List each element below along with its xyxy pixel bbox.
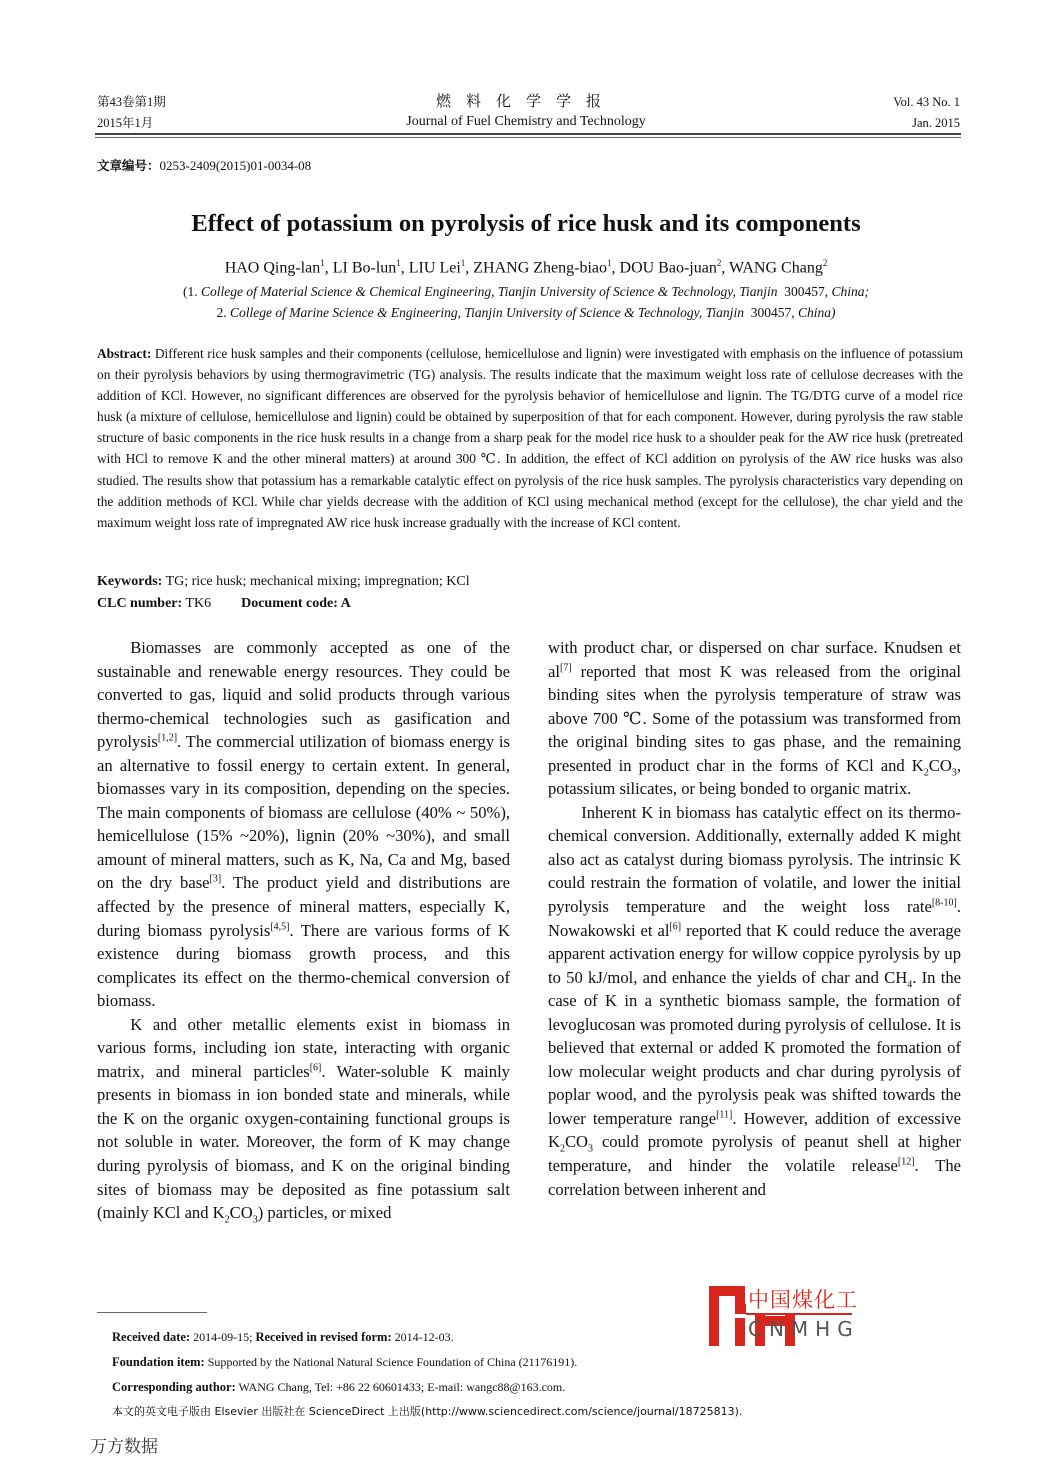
citation-link[interactable]: [3] [209,873,222,885]
text-run: . The commercial utilization of biomass energy is an alternative to fossil energy to certain extent. In general, biomasses vary in its composition, depending on the species. The main components of biomass are cellulose (40% ~ 50%), hemicellulose (15% ~20%), lignin (20% ~30%), and small amount of mineral matters, such as K, Na, Ca and Mg, based on the dry base [97,732,510,893]
citation-link[interactable]: [12] [897,1156,915,1168]
text-run: , potassium silicates, or being bonded to organic matrix. [548,755,961,799]
corresponding-value: WANG Chang, Tel: +86 22 60601433; E-mail: wangc88@163.com. [235,1380,566,1394]
affiliation-number: (1. [182,284,201,299]
subscript: 3 [252,1214,258,1226]
corresponding-label: Corresponding author: [112,1380,236,1394]
footnote-dates [112,1329,454,1345]
author-affil-mark: 1 [396,258,401,268]
citation-link[interactable]: [8-10] [931,897,957,909]
keywords-text: TG; rice husk; mechanical mixing; impregnation; KCl [162,574,470,589]
affiliation-1 [0,284,1052,300]
citation-link[interactable]: [4,5] [270,921,290,933]
text-run: . There are various forms of K existence during biomass growth process, and this complicates its effect on the thermo-chemical conversion of biomass. [97,920,510,1011]
body-column-left [97,636,510,1225]
document-code-value: A [337,596,351,611]
paragraph-k-forms-cont [548,636,961,801]
header-date-en: Jan. 2015 [912,116,960,130]
affiliation-2 [0,305,1052,321]
article-number [97,156,311,174]
received-value: 2014-09-15; [190,1330,256,1344]
revised-label: Received in revised form: [255,1330,392,1344]
subscript: 2 [224,1214,230,1226]
citation-link[interactable]: [11] [716,1109,733,1121]
footnote-elsevier: 本文的英文电子版由 Elsevier 出版社在 ScienceDirect 上出版(http://www.sciencedirect.com/science/journal/18725813). [112,1405,743,1418]
author-affil-mark: 1 [460,258,466,268]
header-rule-thin [95,137,961,138]
text-run: CO [564,1132,589,1152]
abstract-label: Abstract: [97,346,152,361]
classification [97,596,351,612]
text-run: . However, addition of excessive K [548,1108,961,1152]
foundation-label: Foundation item: [112,1355,205,1369]
watermark-text-en: CNMHG [748,1317,860,1341]
affiliation-country: China; [831,284,870,299]
text-run: with product char, or dispersed on char surface. Knudsen et al [548,638,961,681]
affiliation-country: China) [797,305,836,320]
header-volume-number: Vol. 43 No. 1 [893,95,960,109]
footnote-corresponding [112,1379,565,1395]
revised-value: 2014-12-03. [391,1330,454,1344]
clc-value: TK6 [182,596,212,611]
footnote-rule [97,1312,207,1313]
subscript: 4 [907,978,913,990]
text-run: reported that most K was released from the original binding sites when the pyrolysis temperature of straw was above 700 ℃. Some of the potassium was transformed from the original binding sites to gas phase, and the remaining presented in product char in the forms of KCl and K [548,661,961,775]
affiliation-zip: 300457, [784,284,832,299]
footnote-foundation [112,1354,577,1370]
text-run: . Nowakowski et al [548,897,961,940]
text-run: ) particles, or mixed [257,1203,392,1223]
journal-name-cn: 燃料化学学报 [435,92,616,110]
keywords [97,574,470,590]
author-list: HAO Qing-lan$^1$, LI Bo-lun$^1$, LIU Lei$^1$, ZHANG Zheng-biao$^1$, DOU Bao-juan$^2$, WANG Chang$^2$ [224,258,828,277]
text-run: K and other metallic elements exist in biomass in various forms, including ion state, interacting with organic matrix, and mineral particles [97,1014,510,1081]
document-code-label: Document code: [241,596,338,611]
paper-title: Effect of potassium on pyrolysis of rice husk and its components [191,210,861,237]
citation-link[interactable]: [7] [559,662,572,674]
author-affil-mark: 1 [320,258,325,268]
text-run: . The product yield and distributions are affected by the presence of mineral matters, especially K, during biomass pyrolysis [97,873,510,940]
author: LIU Lei [408,259,461,277]
author: HAO Qing-lan [224,259,321,277]
article-number-label: 文章编号： [97,158,160,173]
text-run: Biomasses are commonly accepted as one of the sustainable and renewable energy resources. They could be converted to gas, liquid and solid products through various thermo-chemical technologies such as gasification and pyrolysis [97,638,510,752]
text-run: . In the case of K in a synthetic biomass sample, the formation of levoglucosan was promoted during pyrolysis of cellulose. It is believed that external or added K promoted the formation of low molecular weight products and char during pyrolysis of poplar wood, and the pyrolysis peak was shifted towards the lower temperature range [548,967,961,1128]
author: WANG Chang [729,259,823,277]
paragraph-intro [97,636,510,1013]
abstract-text: Different rice husk samples and their components (cellulose, hemicellulose and lignin) were investigated with emphasis on the influence of potassium on their pyrolysis behaviors by using thermogravimetric (TG) analysis. The results indicate that the maximum weight loss rate of cellulose decreases with the addition of KCl. However, no significant differences are observed for the pyrolysis behavior of hemicellulose and lignin. The TG/DTG curve of a model rice husk (a mixture of cellulose, hemicellulose and lignin) could be obtained by superposition of that for each component. However, during pyrolysis the raw stable structure of basic components in the rice husk results in a change from a sharp peak for the model rice husk to a shoulder peak for the AW rice husk (pretreated with HCl to remove K and the other mineral matters) at around 300 ℃. In addition, the effect of KCl addition on pyrolysis of the AW rice husks was also studied. The results show that potassium has a remarkable catalytic effect on pyrolysis of the rice husk samples. The pyrolysis characteristics vary depending on the addition methods of KCl. While char yields decrease with the addition of KCl using mechanical method (except for the cellulose), the char yield and the maximum weight loss rate of impregnated AW rice husk increase gradually with the increase of KCl content. [97,346,963,530]
cnmhg-watermark [650,1282,870,1348]
text-run: could promote pyrolysis of peanut shell at higher temperature, and hinder the volatile release [548,1132,961,1176]
header-volume-en [893,92,960,134]
abstract [97,343,963,533]
watermark-rule [746,1313,852,1315]
article-number-value: 0253-2409(2015)01-0034-08 [159,158,312,173]
journal-name-en: Journal of Fuel Chemistry and Technology [406,114,646,129]
paragraph-k-catalysis [548,801,961,1201]
received-label: Received date: [112,1330,191,1344]
body-column-right [548,636,961,1201]
clc-label: CLC number: [97,596,183,611]
text-run: Inherent K in biomass has catalytic effect on its thermo-chemical conversion. Additionally, externally added K might also act as catalyst during biomass pyrolysis. The intrinsic K could restrain the formation of volatile, and lower the initial pyrolysis temperature and the weight loss rate [548,802,961,917]
subscript: 2 [559,1143,565,1155]
affiliation-number: 2. [216,305,231,320]
text-run: CO [928,755,952,775]
author: ZHANG Zheng-biao [473,259,608,277]
author-affil-mark: 2 [716,258,722,268]
author-affil-mark: 2 [822,258,828,268]
citation-link[interactable]: [1,2] [157,732,178,744]
subscript: 3 [588,1143,594,1155]
text-run: . Water-soluble K mainly presents in biomass in ion bonded state and minerals, while the K on the organic oxygen-containing functional groups is not soluble in water. Moreover, the form of K may change during pyrolysis of biomass, and K on the original binding sites of biomass may be deposited as fine potassium salt (mainly KCl and K [97,1061,510,1223]
author: LI Bo-lun [332,259,397,277]
subscript: 2 [923,767,929,779]
text-run: reported that K could reduce the average apparent activation energy for willow coppice pyrolysis by up to 50 kJ/mol, and enhance the yields of char and CH [548,920,961,987]
affiliation-zip: 300457, [750,305,798,320]
header-date-cn: 2015年1月 [97,116,154,130]
paragraph-k-forms [97,1013,510,1225]
affiliation-text: College of Material Science & Chemical Engineering, Tianjin University of Science & Technology, Tianjin [200,284,778,299]
subscript: 3 [951,767,957,779]
text-run: CO [229,1203,253,1223]
citation-link[interactable]: [6] [309,1062,322,1074]
citation-link[interactable]: [6] [669,921,682,933]
watermark-text-cn: 中国煤化工 [746,1284,860,1314]
keywords-label: Keywords: [97,574,163,589]
header-rule-thick [95,133,961,135]
author-affil-mark: 1 [607,258,612,268]
foundation-value: Supported by the National Natural Science Foundation of China (21176191). [204,1355,578,1369]
author: DOU Bao-juan [619,259,717,277]
text-run: . The correlation between inherent and [548,1156,962,1199]
affiliation-text: College of Marine Science & Engineering, Tianjin University of Science & Technology, Tianjin [230,305,744,320]
header-volume-cn: 第43卷第1期 [97,95,166,109]
source-mark: 万方数据 [90,1437,158,1457]
